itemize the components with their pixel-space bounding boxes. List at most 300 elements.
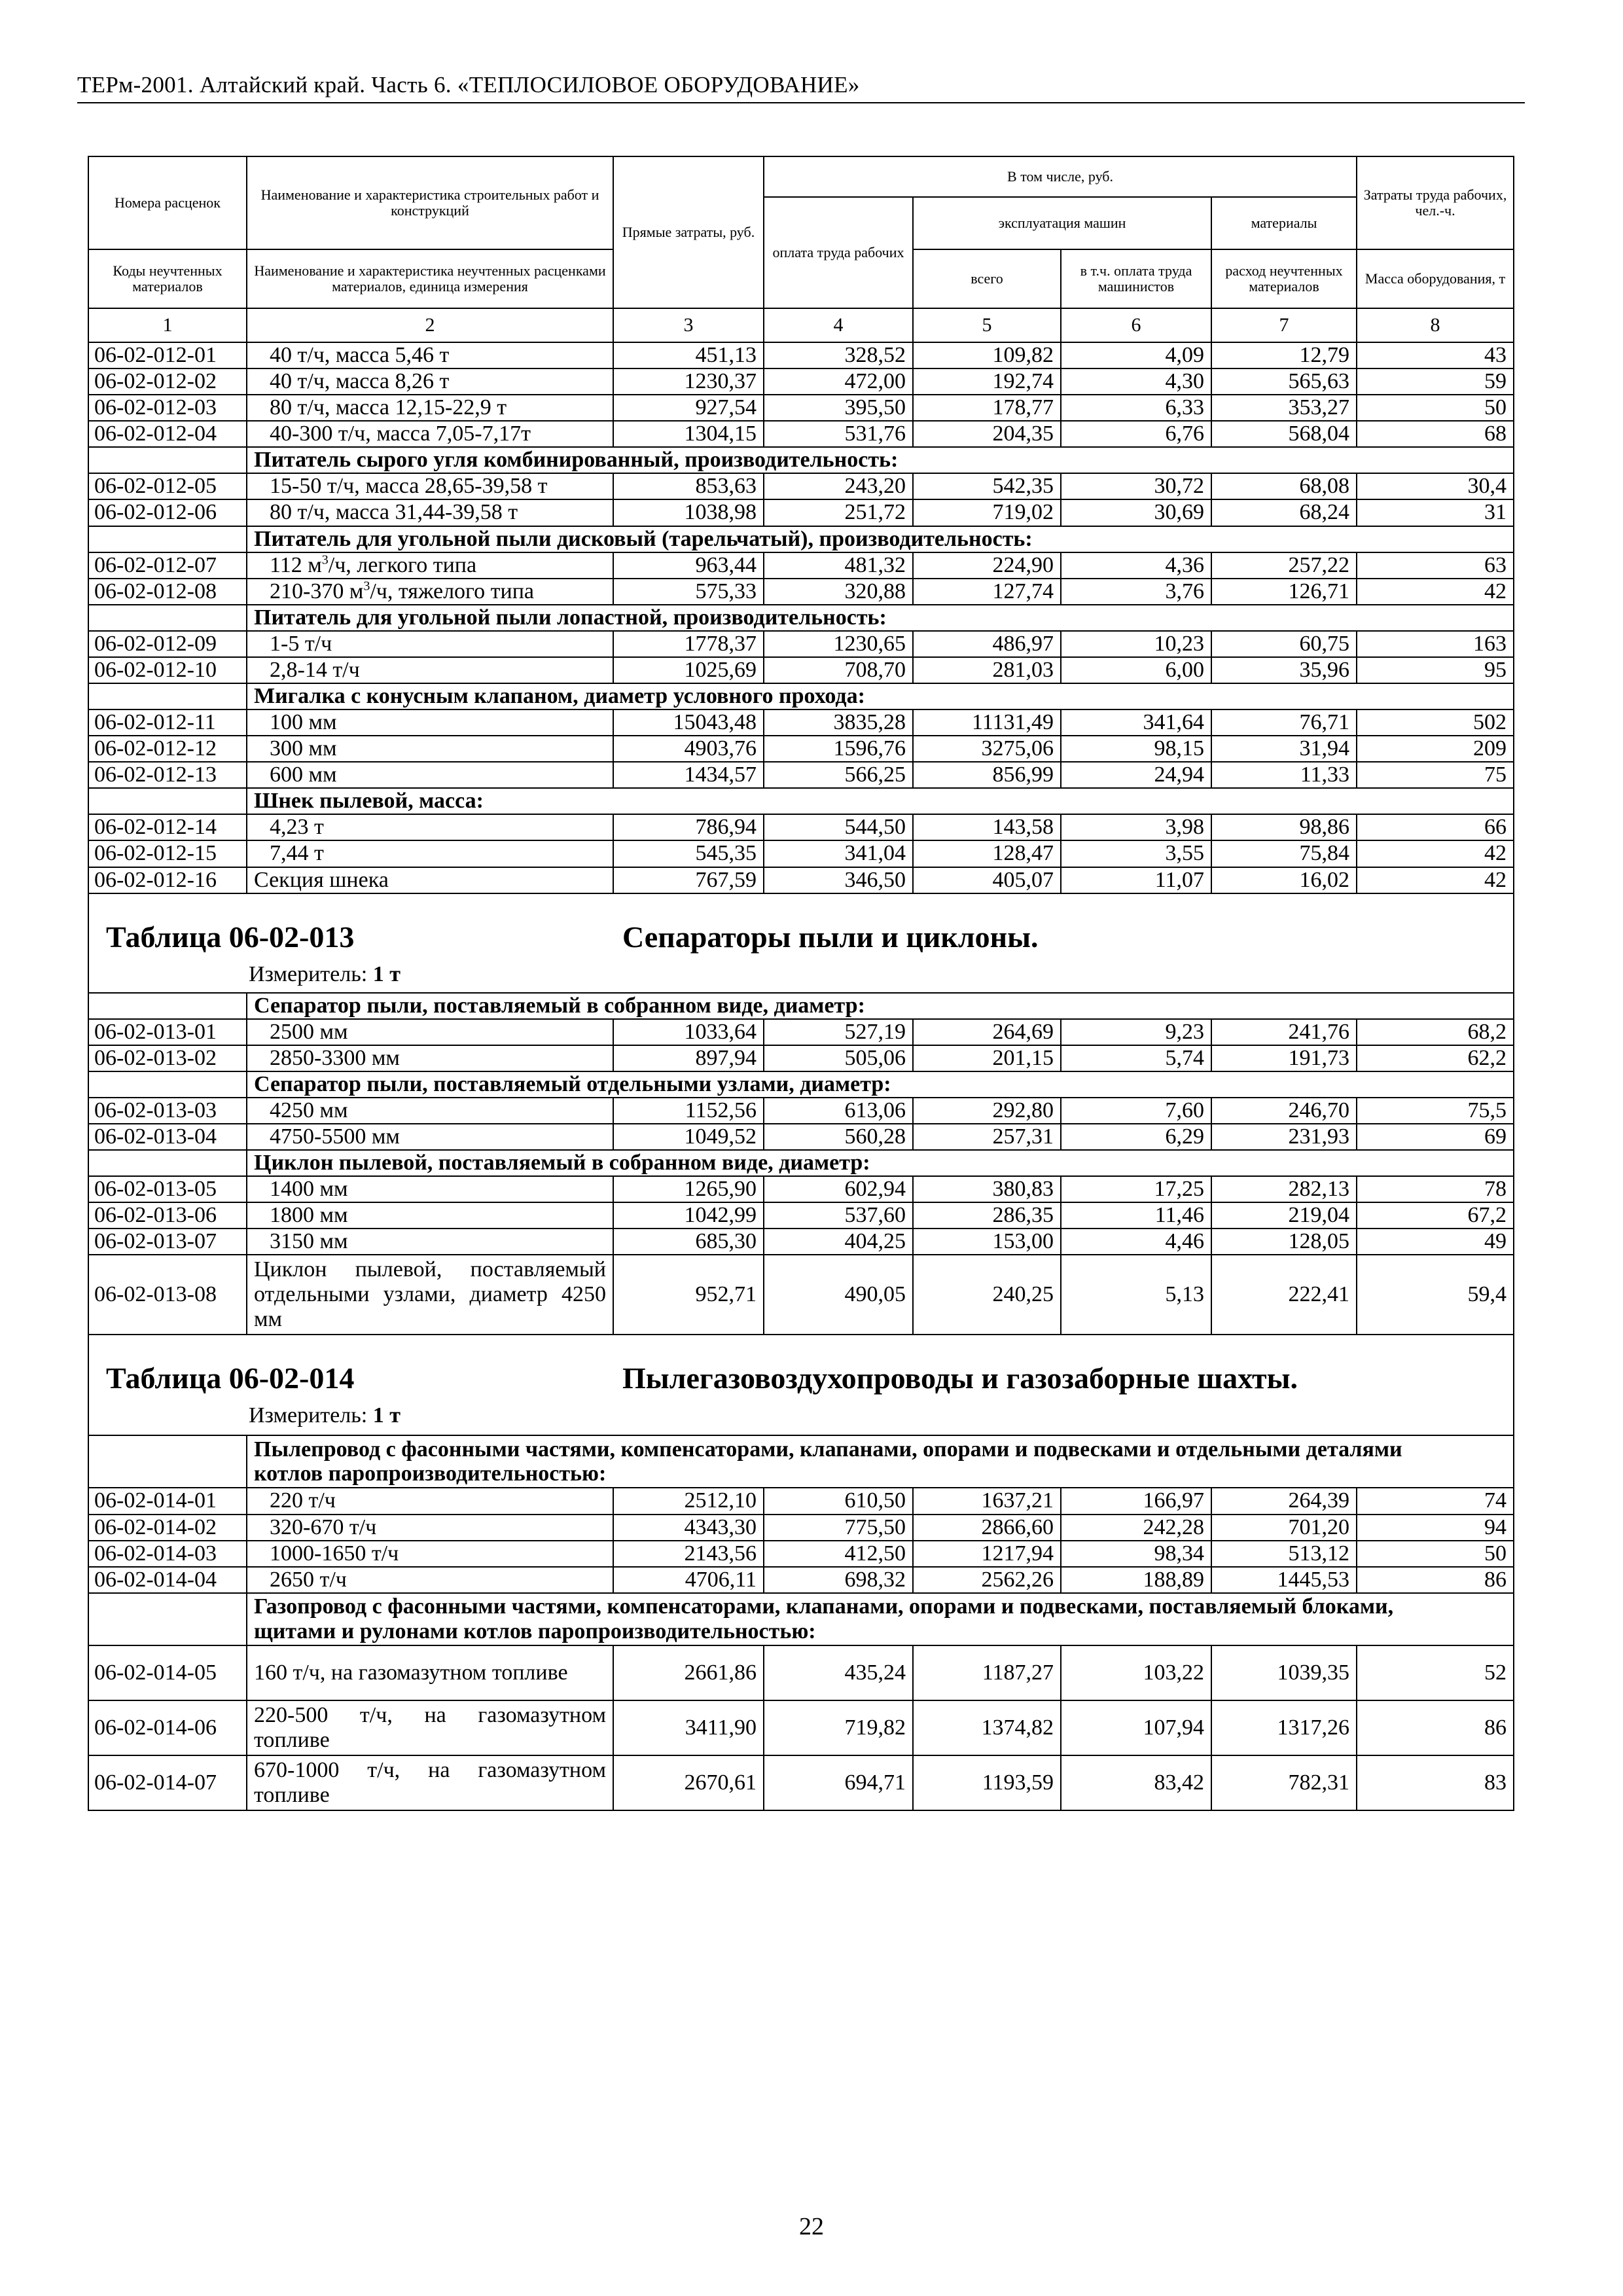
page-header: ТЕРм-2001. Алтайский край. Часть 6. «ТЕПЛОСИЛОВОЕ ОБОРУДОВАНИЕ»: [77, 72, 1525, 103]
rate-code: 06-02-012-07: [88, 552, 247, 579]
item-name-text: 80 т/ч, масса 12,15-22,9 т: [270, 395, 507, 420]
direct-cost: 2670,61: [613, 1755, 764, 1810]
direct-cost: 1778,37: [613, 631, 764, 657]
machines-total: 2562,26: [913, 1567, 1061, 1593]
section-row: [88, 788, 1514, 814]
direct-cost: 2661,86: [613, 1645, 764, 1700]
machinists-pay: 10,23: [1061, 631, 1211, 657]
machines-total: 380,83: [913, 1176, 1061, 1202]
labor-cost: 68: [1357, 421, 1514, 447]
rate-code: 06-02-012-08: [88, 579, 247, 605]
item-name: [247, 473, 613, 499]
section-row: [88, 993, 1514, 1019]
materials: 16,02: [1211, 867, 1357, 893]
item-name: [247, 395, 613, 421]
machines-total: 1187,27: [913, 1645, 1061, 1700]
machinists-pay: 103,22: [1061, 1645, 1211, 1700]
th-work-name: Наименование и характеристика строительных работ и конструкций: [247, 156, 613, 249]
section-blank: [88, 1071, 247, 1098]
materials: 353,27: [1211, 395, 1357, 421]
th-num-4: 4: [764, 308, 913, 342]
superscript: 3: [321, 552, 329, 567]
labor-pay: 537,60: [764, 1202, 913, 1229]
machinists-pay: 166,97: [1061, 1488, 1211, 1514]
item-name: [247, 657, 613, 683]
machinists-pay: 107,94: [1061, 1700, 1211, 1755]
table-row: [88, 1045, 1514, 1071]
machines-total: 856,99: [913, 762, 1061, 788]
section-row: [88, 1150, 1514, 1176]
direct-cost: 786,94: [613, 814, 764, 840]
item-name-text: 40-300 т/ч, масса 7,05-7,17т: [270, 422, 531, 446]
machines-total: 1637,21: [913, 1488, 1061, 1514]
section-title: Газопровод с фасонными частями, компенсаторами, клапанами, опорами и подвесками, поставляемый блоками, щитами и рулонами котлов паропроизводительностью:: [247, 1593, 1514, 1645]
table-row: [88, 867, 1514, 893]
machines-total: 240,25: [913, 1255, 1061, 1335]
direct-cost: 927,54: [613, 395, 764, 421]
direct-cost: 767,59: [613, 867, 764, 893]
materials: 241,76: [1211, 1019, 1357, 1045]
direct-cost: 2143,56: [613, 1541, 764, 1567]
superscript: 3: [363, 579, 370, 594]
item-name: [247, 1541, 613, 1567]
item-name: [247, 421, 613, 447]
machinists-pay: 188,89: [1061, 1567, 1211, 1593]
table-row: [88, 709, 1514, 736]
direct-cost: 1265,90: [613, 1176, 764, 1202]
table-row: [88, 840, 1514, 867]
table-row: [88, 1124, 1514, 1150]
item-name: [247, 1019, 613, 1045]
item-name-text: 1000-1650 т/ч: [270, 1541, 399, 1566]
th-machines-total: всего: [913, 249, 1061, 308]
table-title: Пылегазовоздухопроводы и газозаборные шахты.: [622, 1361, 1298, 1395]
direct-cost: 1042,99: [613, 1202, 764, 1229]
section-title: Шнек пылевой, масса:: [247, 788, 1514, 814]
labor-cost: 30,4: [1357, 473, 1514, 499]
machines-total: 257,31: [913, 1124, 1061, 1150]
labor-cost: 42: [1357, 867, 1514, 893]
materials: 191,73: [1211, 1045, 1357, 1071]
machinists-pay: 4,36: [1061, 552, 1211, 579]
section-blank: [88, 447, 247, 473]
machinists-pay: 3,98: [1061, 814, 1211, 840]
machines-total: 109,82: [913, 342, 1061, 368]
labor-pay: 505,06: [764, 1045, 913, 1071]
table-row: [88, 1098, 1514, 1124]
machinists-pay: 6,00: [1061, 657, 1211, 683]
direct-cost: 897,94: [613, 1045, 764, 1071]
th-rate-numbers: Номера расценок: [88, 156, 247, 249]
machinists-pay: 3,76: [1061, 579, 1211, 605]
rate-code: 06-02-013-05: [88, 1176, 247, 1202]
labor-cost: 86: [1357, 1700, 1514, 1755]
rate-code: 06-02-012-11: [88, 709, 247, 736]
item-name-text: 1400 мм: [270, 1177, 348, 1202]
labor-cost: 75,5: [1357, 1098, 1514, 1124]
machinists-pay: 30,69: [1061, 499, 1211, 526]
section-row: [88, 605, 1514, 631]
item-name-text: 4750-5500 мм: [270, 1124, 400, 1149]
table-row: [88, 1229, 1514, 1255]
labor-cost: 50: [1357, 1541, 1514, 1567]
machinists-pay: 6,76: [1061, 421, 1211, 447]
item-name: [247, 840, 613, 867]
materials: 222,41: [1211, 1255, 1357, 1335]
section-blank: [88, 993, 247, 1019]
rate-code: 06-02-012-04: [88, 421, 247, 447]
labor-pay: 404,25: [764, 1229, 913, 1255]
item-name-text: 4250 мм: [270, 1098, 348, 1122]
materials: 513,12: [1211, 1541, 1357, 1567]
section-title: Пылепровод с фасонными частями, компенсаторами, клапанами, опорами и подвесками и отдельными деталями котлов паропроизводительностью:: [247, 1435, 1514, 1488]
section-blank: [88, 526, 247, 552]
machinists-pay: 5,74: [1061, 1045, 1211, 1071]
th-labor-pay: оплата труда рабочих: [764, 197, 913, 308]
labor-cost: 78: [1357, 1176, 1514, 1202]
machines-total: 1193,59: [913, 1755, 1061, 1810]
item-name-text: 2850-3300 мм: [270, 1045, 400, 1070]
labor-cost: 43: [1357, 342, 1514, 368]
labor-cost: 209: [1357, 736, 1514, 762]
section-blank: [88, 1150, 247, 1176]
machinists-pay: 6,33: [1061, 395, 1211, 421]
labor-pay: 566,25: [764, 762, 913, 788]
machines-total: 292,80: [913, 1098, 1061, 1124]
labor-cost: 74: [1357, 1488, 1514, 1514]
rate-code: 06-02-012-01: [88, 342, 247, 368]
section-title: Мигалка с конусным клапаном, диаметр условного прохода:: [247, 683, 1514, 709]
machinists-pay: 4,30: [1061, 368, 1211, 395]
labor-pay: 328,52: [764, 342, 913, 368]
rate-code: 06-02-012-05: [88, 473, 247, 499]
direct-cost: 4343,30: [613, 1515, 764, 1541]
table-title-row: [88, 893, 1514, 993]
labor-pay: 481,32: [764, 552, 913, 579]
direct-cost: 2512,10: [613, 1488, 764, 1514]
table-body: [88, 342, 1514, 1810]
rate-code: 06-02-014-01: [88, 1488, 247, 1514]
machines-total: 286,35: [913, 1202, 1061, 1229]
section-row: [88, 1071, 1514, 1098]
rate-code: 06-02-012-14: [88, 814, 247, 840]
item-name: [247, 368, 613, 395]
labor-pay: 610,50: [764, 1488, 913, 1514]
direct-cost: 451,13: [613, 342, 764, 368]
labor-cost: 42: [1357, 579, 1514, 605]
materials: 76,71: [1211, 709, 1357, 736]
table-row: [88, 473, 1514, 499]
price-table-wrapper: [88, 156, 1513, 1811]
labor-pay: 544,50: [764, 814, 913, 840]
machines-total: 11131,49: [913, 709, 1061, 736]
machinists-pay: 17,25: [1061, 1176, 1211, 1202]
direct-cost: 4903,76: [613, 736, 764, 762]
labor-cost: 94: [1357, 1515, 1514, 1541]
table-row: [88, 1202, 1514, 1229]
item-name-text: 100 мм: [270, 710, 337, 735]
price-table: [88, 156, 1514, 1811]
section-blank: [88, 1435, 247, 1488]
direct-cost: 685,30: [613, 1229, 764, 1255]
machinists-pay: 4,09: [1061, 342, 1211, 368]
section-title: Циклон пылевой, поставляемый в собранном виде, диаметр:: [247, 1150, 1514, 1176]
materials: 1039,35: [1211, 1645, 1357, 1700]
machinists-pay: 11,07: [1061, 867, 1211, 893]
materials: 1317,26: [1211, 1700, 1357, 1755]
table-number: Таблица 06-02-014: [106, 1361, 355, 1395]
labor-cost: 59: [1357, 368, 1514, 395]
materials: 257,22: [1211, 552, 1357, 579]
materials: 568,04: [1211, 421, 1357, 447]
item-name: [247, 579, 613, 605]
machines-total: 178,77: [913, 395, 1061, 421]
item-name: [247, 631, 613, 657]
labor-cost: 63: [1357, 552, 1514, 579]
labor-cost: 52: [1357, 1645, 1514, 1700]
table-head: [88, 156, 1514, 342]
item-name: [247, 814, 613, 840]
machinists-pay: 5,13: [1061, 1255, 1211, 1335]
machines-total: 192,74: [913, 368, 1061, 395]
table-row: [88, 342, 1514, 368]
machinists-pay: 4,46: [1061, 1229, 1211, 1255]
item-name-text: 300 мм: [270, 736, 337, 761]
th-num-6: 6: [1061, 308, 1211, 342]
machines-total: 405,07: [913, 867, 1061, 893]
section-title: Питатель для угольной пыли дисковый (тарельчатый), производительность:: [247, 526, 1514, 552]
item-name-text: 3150 мм: [270, 1229, 348, 1254]
measurement-unit: [249, 962, 401, 987]
rate-code: 06-02-014-04: [88, 1567, 247, 1593]
section-row: [88, 526, 1514, 552]
materials: 68,08: [1211, 473, 1357, 499]
th-including: В том числе, руб.: [764, 156, 1357, 197]
direct-cost: 575,33: [613, 579, 764, 605]
th-machinists-pay: в т.ч. оплата труда машинистов: [1061, 249, 1211, 308]
section-title: Питатель сырого угля комбинированный, производительность:: [247, 447, 1514, 473]
direct-cost: 1434,57: [613, 762, 764, 788]
labor-cost: 49: [1357, 1229, 1514, 1255]
labor-pay: 1596,76: [764, 736, 913, 762]
item-name-text: 2,8-14 т/ч: [270, 657, 360, 682]
table-row: [88, 1019, 1514, 1045]
direct-cost: 952,71: [613, 1255, 764, 1335]
materials: 60,75: [1211, 631, 1357, 657]
labor-pay: 602,94: [764, 1176, 913, 1202]
machinists-pay: 24,94: [1061, 762, 1211, 788]
labor-cost: 31: [1357, 499, 1514, 526]
item-name: [247, 762, 613, 788]
machines-total: 264,69: [913, 1019, 1061, 1045]
item-name-text: 112 м: [270, 552, 322, 577]
section-blank: [88, 683, 247, 709]
item-name: Секция шнека: [247, 867, 613, 893]
table-row: [88, 1567, 1514, 1593]
labor-cost: 75: [1357, 762, 1514, 788]
machinists-pay: 6,29: [1061, 1124, 1211, 1150]
item-name: [247, 736, 613, 762]
direct-cost: 1230,37: [613, 368, 764, 395]
labor-pay: 531,76: [764, 421, 913, 447]
labor-pay: 251,72: [764, 499, 913, 526]
rate-code: 06-02-012-13: [88, 762, 247, 788]
materials: 246,70: [1211, 1098, 1357, 1124]
labor-cost: 67,2: [1357, 1202, 1514, 1229]
labor-pay: 1230,65: [764, 631, 913, 657]
materials: 75,84: [1211, 840, 1357, 867]
item-name: 220-500 т/ч, на газомазутном топливе: [247, 1700, 613, 1755]
rate-code: 06-02-013-08: [88, 1255, 247, 1335]
machinists-pay: 83,42: [1061, 1755, 1211, 1810]
table-title-cell: [88, 1335, 1514, 1435]
item-name: [247, 709, 613, 736]
materials: 565,63: [1211, 368, 1357, 395]
labor-cost: 69: [1357, 1124, 1514, 1150]
item-name: [247, 1488, 613, 1514]
labor-cost: 59,4: [1357, 1255, 1514, 1335]
item-name: [247, 342, 613, 368]
section-title: Сепаратор пыли, поставляемый отдельными узлами, диаметр:: [247, 1071, 1514, 1098]
labor-cost: 62,2: [1357, 1045, 1514, 1071]
machines-total: 486,97: [913, 631, 1061, 657]
materials: 701,20: [1211, 1515, 1357, 1541]
th-num-1: 1: [88, 308, 247, 342]
th-equipment-mass: Масса оборудования, т: [1357, 249, 1514, 308]
rate-code: 06-02-013-01: [88, 1019, 247, 1045]
machinists-pay: 7,60: [1061, 1098, 1211, 1124]
table-row: [88, 1176, 1514, 1202]
machines-total: 1217,94: [913, 1541, 1061, 1567]
materials: 128,05: [1211, 1229, 1357, 1255]
th-direct-costs: Прямые затраты, руб.: [613, 156, 764, 308]
th-num-8: 8: [1357, 308, 1514, 342]
th-num-3: 3: [613, 308, 764, 342]
direct-cost: 1038,98: [613, 499, 764, 526]
direct-cost: 853,63: [613, 473, 764, 499]
table-row: [88, 1515, 1514, 1541]
table-title: Сепараторы пыли и циклоны.: [622, 920, 1039, 954]
machinists-pay: 11,46: [1061, 1202, 1211, 1229]
labor-pay: 775,50: [764, 1515, 913, 1541]
table-row: [88, 499, 1514, 526]
direct-cost: 4706,11: [613, 1567, 764, 1593]
item-name-text: 7,44 т: [270, 841, 324, 866]
item-name: [247, 1567, 613, 1593]
item-name-text: 210-370 м: [270, 579, 364, 603]
direct-cost: 545,35: [613, 840, 764, 867]
materials: 264,39: [1211, 1488, 1357, 1514]
labor-pay: 3835,28: [764, 709, 913, 736]
th-num-5: 5: [913, 308, 1061, 342]
item-name-text: 2650 т/ч: [270, 1567, 347, 1592]
item-name: 160 т/ч, на газомазутном топливе: [247, 1645, 613, 1700]
th-num-2: 2: [247, 308, 613, 342]
materials: 782,31: [1211, 1755, 1357, 1810]
table-row: [88, 579, 1514, 605]
item-name-text: 220 т/ч: [270, 1488, 336, 1513]
th-materials: материалы: [1211, 197, 1357, 249]
item-name-text: 15-50 т/ч, масса 28,65-39,58 т: [270, 474, 548, 499]
labor-pay: 527,19: [764, 1019, 913, 1045]
table-row: [88, 631, 1514, 657]
labor-pay: 472,00: [764, 368, 913, 395]
labor-pay: 719,82: [764, 1700, 913, 1755]
rate-code: 06-02-012-15: [88, 840, 247, 867]
machinists-pay: 9,23: [1061, 1019, 1211, 1045]
labor-pay: 395,50: [764, 395, 913, 421]
labor-pay: 708,70: [764, 657, 913, 683]
item-name-text: 1800 мм: [270, 1203, 348, 1228]
table-title-row: [88, 1335, 1514, 1435]
materials: 68,24: [1211, 499, 1357, 526]
table-row: [88, 1541, 1514, 1567]
rate-code: 06-02-014-03: [88, 1541, 247, 1567]
item-name-text: 600 мм: [270, 762, 337, 787]
measurement-label: Измеритель:: [249, 1403, 368, 1428]
machines-total: 201,15: [913, 1045, 1061, 1071]
item-name-text: 1-5 т/ч: [270, 631, 332, 656]
item-name: [247, 1176, 613, 1202]
rate-code: 06-02-013-04: [88, 1124, 247, 1150]
table-row: [88, 762, 1514, 788]
materials: 126,71: [1211, 579, 1357, 605]
labor-pay: 341,04: [764, 840, 913, 867]
labor-cost: 163: [1357, 631, 1514, 657]
direct-cost: 963,44: [613, 552, 764, 579]
section-row: [88, 1435, 1514, 1488]
rate-code: 06-02-012-02: [88, 368, 247, 395]
table-row: [88, 736, 1514, 762]
item-name-text: 2500 мм: [270, 1019, 348, 1044]
table-title-cell: [88, 893, 1514, 993]
machines-total: 1374,82: [913, 1700, 1061, 1755]
machines-total: 719,02: [913, 499, 1061, 526]
th-labor-cost: Затраты труда рабочих, чел.-ч.: [1357, 156, 1514, 249]
rate-code: 06-02-014-07: [88, 1755, 247, 1810]
table-row: [88, 1255, 1514, 1335]
measurement-value: 1 т: [372, 1403, 401, 1428]
table-row: [88, 552, 1514, 579]
measurement-value: 1 т: [372, 961, 401, 986]
rate-code: 06-02-014-05: [88, 1645, 247, 1700]
direct-cost: 1049,52: [613, 1124, 764, 1150]
section-title: Сепаратор пыли, поставляемый в собранном виде, диаметр:: [247, 993, 1514, 1019]
section-blank: [88, 605, 247, 631]
item-name-text: /ч, легкого типа: [328, 552, 477, 577]
table-row: [88, 368, 1514, 395]
th-material-codes: Коды неучтенных материалов: [88, 249, 247, 308]
section-title: Питатель для угольной пыли лопастной, производительность:: [247, 605, 1514, 631]
rate-code: 06-02-012-03: [88, 395, 247, 421]
labor-pay: 320,88: [764, 579, 913, 605]
machines-total: 128,47: [913, 840, 1061, 867]
item-name: Циклон пылевой, поставляемый отдельными узлами, диаметр 4250 мм: [247, 1255, 613, 1335]
rate-code: 06-02-014-06: [88, 1700, 247, 1755]
item-name: [247, 1124, 613, 1150]
page-number: 22: [799, 2213, 824, 2240]
labor-cost: 66: [1357, 814, 1514, 840]
materials: 231,93: [1211, 1124, 1357, 1150]
table-row: [88, 1645, 1514, 1700]
rate-code: 06-02-012-10: [88, 657, 247, 683]
table-number: Таблица 06-02-013: [106, 920, 355, 954]
direct-cost: 15043,48: [613, 709, 764, 736]
labor-pay: 613,06: [764, 1098, 913, 1124]
section-row: [88, 683, 1514, 709]
machinists-pay: 242,28: [1061, 1515, 1211, 1541]
item-name: [247, 499, 613, 526]
